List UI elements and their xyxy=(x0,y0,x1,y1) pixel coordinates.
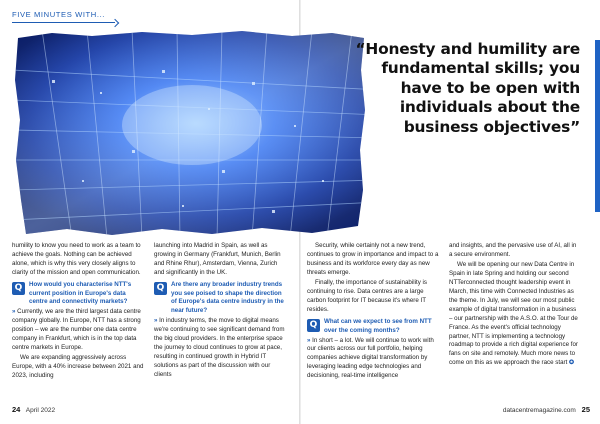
question-text: What can we expect to see from NTT over the coming months? xyxy=(324,317,432,334)
text-column-2 xyxy=(154,242,286,381)
answer-paragraph xyxy=(307,337,439,382)
paragraph: launching into Madrid in Spain, as well as growing in Germany (Frankfurt, Munich, Berlin and Rhine Rhur), Amsterdam, Vienna, Zurich and significantly in the UK. xyxy=(154,242,281,276)
question-text: How would you characterise NTT's current position in Europe's data centre and connectivity markets? xyxy=(29,280,132,306)
paragraph: humility to know you need to work as a team to achieve the goals. Nothing can be achieved alone, which is why this very closely aligns to clarity of the mission and open communication. xyxy=(12,242,141,276)
paragraph: and insights, and the pervasive use of AI, all in a secure environment. xyxy=(449,242,577,258)
issue-date: April 2022 xyxy=(25,407,56,414)
footer-right xyxy=(503,405,590,414)
text-column-1 xyxy=(12,242,144,383)
page-number-left: 24 xyxy=(12,405,21,414)
accent-bar xyxy=(595,40,600,212)
paragraph: Security, while certainly not a new trend, continues to grow in importance and impact to a business and its workforce every day as new threats emerge. xyxy=(307,242,439,276)
paragraph: We are expanding aggressively across Europe, with a 40% increase between 2021 and 2023, including xyxy=(12,354,144,380)
answer-paragraph xyxy=(154,317,286,379)
text-column-4 xyxy=(449,242,581,370)
end-mark-icon: ✪ xyxy=(569,359,575,367)
section-rule xyxy=(12,22,115,23)
answer-text: In industry terms, the move to digital means we're continuing to see significant demand from the big cloud providers. In the enterprise space the journey to cloud continues to grow at pace, resulting in continued growth in Hybrid IT solutions as part of the discussion with our clients xyxy=(154,317,285,378)
pull-quote: “Honesty and humility are fundamental skills; you have to be open with individuals about the business objectives” xyxy=(355,40,580,136)
paragraph xyxy=(449,261,581,368)
question-text: Are there any broader industry trends you see poised to shape the direction of Europe's data centre industry in the near future? xyxy=(171,280,284,315)
site-url: datacentremagazine.com xyxy=(502,407,576,414)
double-chevron-icon: » xyxy=(307,336,313,344)
question-block xyxy=(307,318,439,336)
hero-image xyxy=(12,30,380,238)
question-block xyxy=(12,281,144,308)
question-q-icon: Q xyxy=(307,319,320,332)
question-q-icon: Q xyxy=(12,282,25,295)
double-chevron-icon: » xyxy=(12,308,18,316)
answer-text: In short – a lot. We will continue to work with our clients across our full portfolio, helping companies achieve digital transformation by leveraging leading edge technologies and decisioning, real-time intelligence xyxy=(307,336,434,380)
paragraph: Finally, the importance of sustainability is continuing to rise. Data centres are a large carbon footprint for IT because it's where IT resides. xyxy=(307,279,427,313)
page-number-right: 25 xyxy=(581,405,590,414)
answer-paragraph xyxy=(12,308,144,353)
question-block xyxy=(154,281,286,317)
footer-left xyxy=(12,405,55,414)
section-tag: FIVE MINUTES WITH... xyxy=(12,10,105,19)
text-column-3 xyxy=(307,242,439,383)
paragraph-text: We will be opening our new Data Centre in Spain in late Spring and holding our second NTTerconnected thought leadership event in March, this time with Connected Industries as the theme. In July, we will see our most public example of digital transformation in a business – our partnership with the A.S.O. at the Tour de France. As the event's official technology partner, NTT is implementing a technology roadmap to provide a rich digital experience for fans on site and remotely. Much more news to come on this as we approach the race start xyxy=(449,261,578,367)
double-chevron-icon: » xyxy=(154,317,160,325)
answer-text: Currently, we are the third largest data centre company globally. In Europe, NTT has a strong position – we are the number one data centre company in Frankfurt, which is in the top data centre markets in Europe. xyxy=(12,308,141,351)
question-q-icon: Q xyxy=(154,282,167,295)
